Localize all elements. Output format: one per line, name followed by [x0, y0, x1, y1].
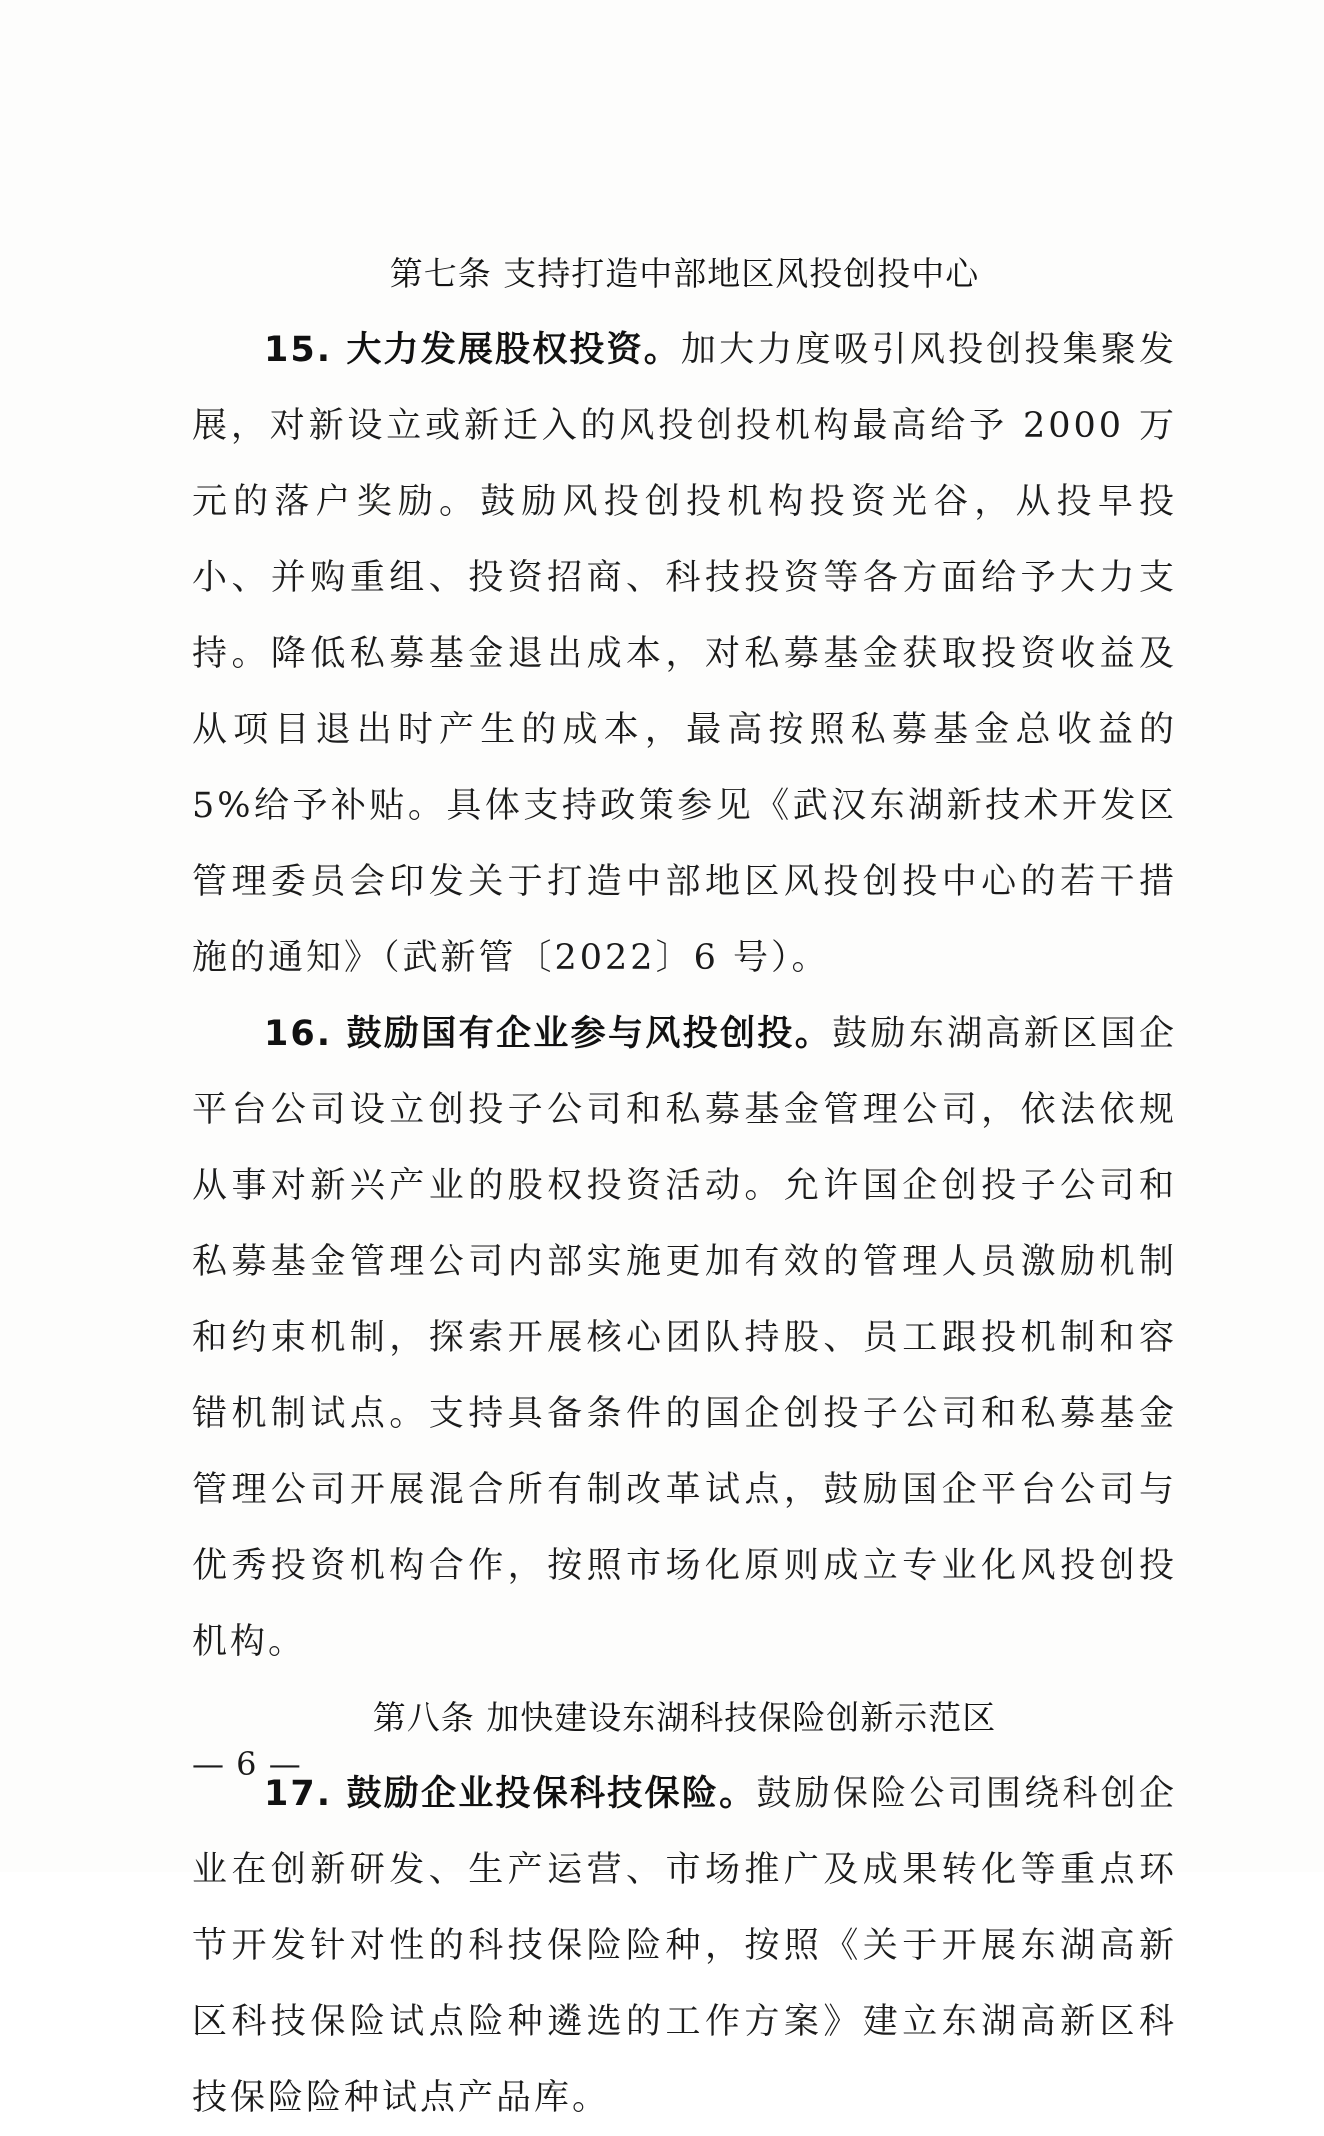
section-heading-article-8: 第八条 加快建设东湖科技保险创新示范区	[372, 1698, 997, 1737]
paragraph-15	[192, 312, 1177, 996]
paragraph-17-body: 鼓励保险公司围绕科创企业在创新研发、生产运营、市场推广及成果转化等重点环节开发针对性的科技保险险种，按照《关于开展东湖高新区科技保险试点险种遴选的工作方案》建立东湖高新区科技保险险种试点产品库。	[192, 1774, 1177, 2118]
paragraph-17-lead: 17. 鼓励企业投保科技保险。	[264, 1774, 757, 1814]
paragraph-16	[192, 996, 1177, 1680]
paragraph-15-lead: 15. 大力发展股权投资。	[264, 330, 681, 370]
paragraph-17	[192, 1756, 1177, 2136]
paragraph-15-body: 加大力度吸引风投创投集聚发展，对新设立或新迁入的风投创投机构最高给予 2000 万元的落户奖励。鼓励风投创投机构投资光谷，从投早投小、并购重组、投资招商、科技投资等各方面给予大力支持。降低私募基金退出成本，对私募基金获取投资收益及从项目退出时产生的成本，最高按照私募基金总收益的 5%给予补贴。具体支持政策参见《武汉东湖新技术开发区管理委员会印发关于打造中部地区风投创投中心的若干措施的通知》（武新管〔2022〕6 号）。	[192, 330, 1177, 978]
section-heading-article-7: 第七条 支持打造中部地区风投创投中心	[389, 254, 980, 293]
paragraph-16-body: 鼓励东湖高新区国企平台公司设立创投子公司和私募基金管理公司，依法依规从事对新兴产业的股权投资活动。允许国企创投子公司和私募基金管理公司内部实施更加有效的管理人员激励机制和约束机制，探索开展核心团队持股、员工跟投机制和容错机制试点。支持具备条件的国企创投子公司和私募基金管理公司开展混合所有制改革试点，鼓励国企平台公司与优秀投资机构合作，按照市场化原则成立专业化风投创投机构。	[192, 1014, 1177, 1662]
document-body	[192, 236, 1177, 2136]
paragraph-16-lead: 16. 鼓励国有企业参与风投创投。	[264, 1014, 833, 1054]
page-number: — 6 —	[192, 1745, 302, 1783]
